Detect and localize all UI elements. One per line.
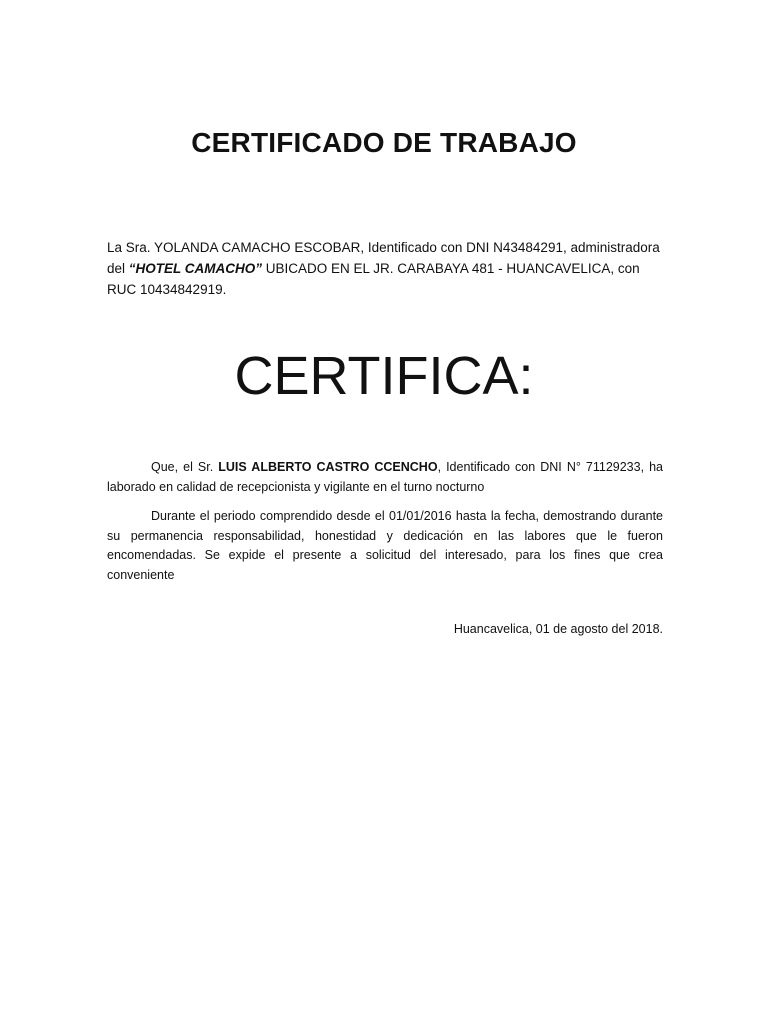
intro-paragraph (107, 237, 663, 300)
intro-text-start: La Sra. YOLANDA CAMACHO ESCOBAR, Identificado con DNI N43484291, administradora del (107, 240, 660, 276)
employee-text-end: , Identificado con DNI N° 71129233, ha laborado en calidad de recepcionista y vigilante en el turno nocturno (107, 460, 664, 494)
period-paragraph: Durante el periodo comprendido desde el 01/01/2016 hasta la fecha, demostrando durante su permanencia responsabilidad, honestidad y dedicación en las labores que le fueron encomendadas. Se expide el presente a solicitud del interesado, para los fines que crea conveniente (107, 509, 663, 582)
employee-name: LUIS ALBERTO CASTRO CCENCHO (218, 460, 438, 474)
intro-text-end: UBICADO EN EL JR. CARABAYA 481 - HUANCAVELICA, con RUC 10434842919. (107, 261, 640, 297)
place-date: Huancavelica, 01 de agosto del 2018. (453, 622, 663, 636)
employee-paragraph (107, 458, 663, 497)
hotel-name: “HOTEL CAMACHO” (128, 261, 263, 276)
document-title: CERTIFICADO DE TRABAJO (191, 127, 577, 158)
employee-text-start: Que, el Sr. (151, 460, 219, 474)
certifica-heading: CERTIFICA: (234, 346, 534, 406)
